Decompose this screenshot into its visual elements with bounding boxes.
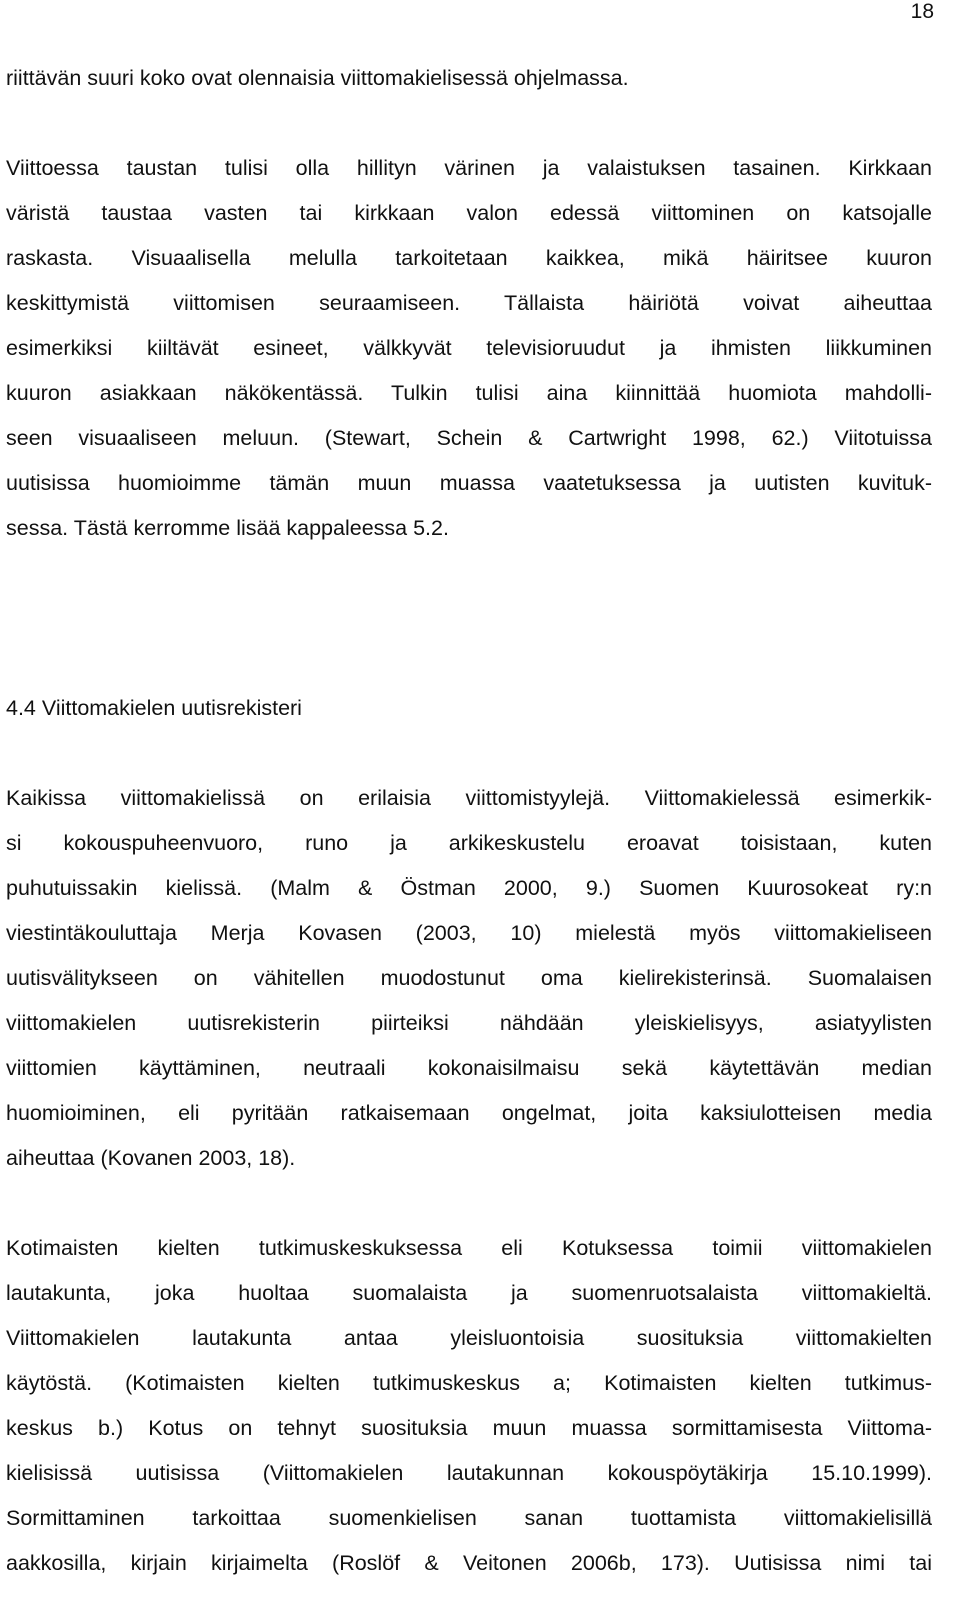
text-line: kielisissä uutisissa (Viittomakielen lautakunnan kokouspöytäkirja 15.10.1999). [6, 1461, 932, 1485]
paragraph-1 [6, 56, 932, 101]
text-line: Sormittaminen tarkoittaa suomenkielisen sanan tuottamista viittomakielisillä [6, 1506, 932, 1530]
text-line: huomioiminen, eli pyritään ratkaisemaan ongelmat, joita kaksiulotteisen media [6, 1101, 932, 1125]
text-line: sessa. Tästä kerromme lisää kappaleessa 5.2. [6, 516, 449, 540]
text-line: Kaikissa viittomakielissä on erilaisia viittomistyylejä. Viittomakielessä esimerkik- [6, 786, 932, 810]
text-line: Viittoessa taustan tulisi olla hillityn värinen ja valaistuksen tasainen. Kirkkaan [6, 156, 932, 180]
text-line: uutisvälitykseen on vähitellen muodostunut oma kielirekisterinsä. Suomalaisen [6, 966, 932, 990]
text-line: aiheuttaa (Kovanen 2003, 18). [6, 1146, 296, 1170]
text-line: raskasta. Visuaalisella melulla tarkoitetaan kaikkea, mikä häiritsee kuuron [6, 246, 932, 270]
text-line: käytöstä. (Kotimaisten kielten tutkimuskeskus a; Kotimaisten kielten tutkimus- [6, 1371, 932, 1395]
text-line: aakkosilla, kirjain kirjaimelta (Roslöf & Veitonen 2006b, 173). Uutisissa nimi tai [6, 1551, 932, 1575]
paragraph-4 [6, 1226, 932, 1586]
text-line: uutisissa huomioimme tämän muun muassa vaatetuksessa ja uutisten kuvituk- [6, 471, 932, 495]
paragraph-2 [6, 146, 932, 551]
text-line: viestintäkouluttaja Merja Kovasen (2003, 10) mielestä myös viittomakieliseen [6, 921, 932, 945]
text-line: esimerkiksi kiiltävät esineet, välkkyvät televisioruudut ja ihmisten liikkuminen [6, 336, 932, 360]
heading-gap [6, 731, 932, 776]
text-line: viittomien käyttäminen, neutraali kokonaisilmaisu sekä käytettävän median [6, 1056, 932, 1080]
text-line: puhutuissakin kielissä. (Malm & Östman 2000, 9.) Suomen Kuurosokeat ry:n [6, 876, 932, 900]
text-line: väristä taustaa vasten tai kirkkaan valon edessä viittominen on katsojalle [6, 201, 932, 225]
page-number: 18 [910, 0, 934, 23]
paragraph-gap [6, 101, 932, 146]
text-line: viittomakielen uutisrekisterin piirteiksi nähdään yleiskielisyys, asiatyylisten [6, 1011, 932, 1035]
paragraph-gap [6, 1181, 932, 1226]
text-line: lautakunta, joka huoltaa suomalaista ja suomenruotsalaista viittomakieltä. [6, 1281, 932, 1305]
text-line: keskittymistä viittomisen seuraamiseen. Tällaista häiriötä voivat aiheuttaa [6, 291, 932, 315]
section-gap [6, 551, 932, 686]
text-line: kuuron asiakkaan näkökentässä. Tulkin tulisi aina kiinnittää huomiota mahdolli- [6, 381, 932, 405]
section-heading: 4.4 Viittomakielen uutisrekisteri [6, 696, 302, 720]
document-body [6, 56, 932, 1586]
text-line: seen visuaaliseen meluun. (Stewart, Schein & Cartwright 1998, 62.) Viitotuissa [6, 426, 932, 450]
text-line: si kokouspuheenvuoro, runo ja arkikeskustelu eroavat toisistaan, kuten [6, 831, 932, 855]
text-line: Kotimaisten kielten tutkimuskeskuksessa eli Kotuksessa toimii viittomakielen [6, 1236, 932, 1260]
paragraph-3 [6, 776, 932, 1181]
text-line: Viittomakielen lautakunta antaa yleisluontoisia suosituksia viittomakielten [6, 1326, 932, 1350]
text-line: keskus b.) Kotus on tehnyt suosituksia muun muassa sormittamisesta Viittoma- [6, 1416, 932, 1440]
text-line: riittävän suuri koko ovat olennaisia viittomakielisessä ohjelmassa. [6, 66, 629, 90]
